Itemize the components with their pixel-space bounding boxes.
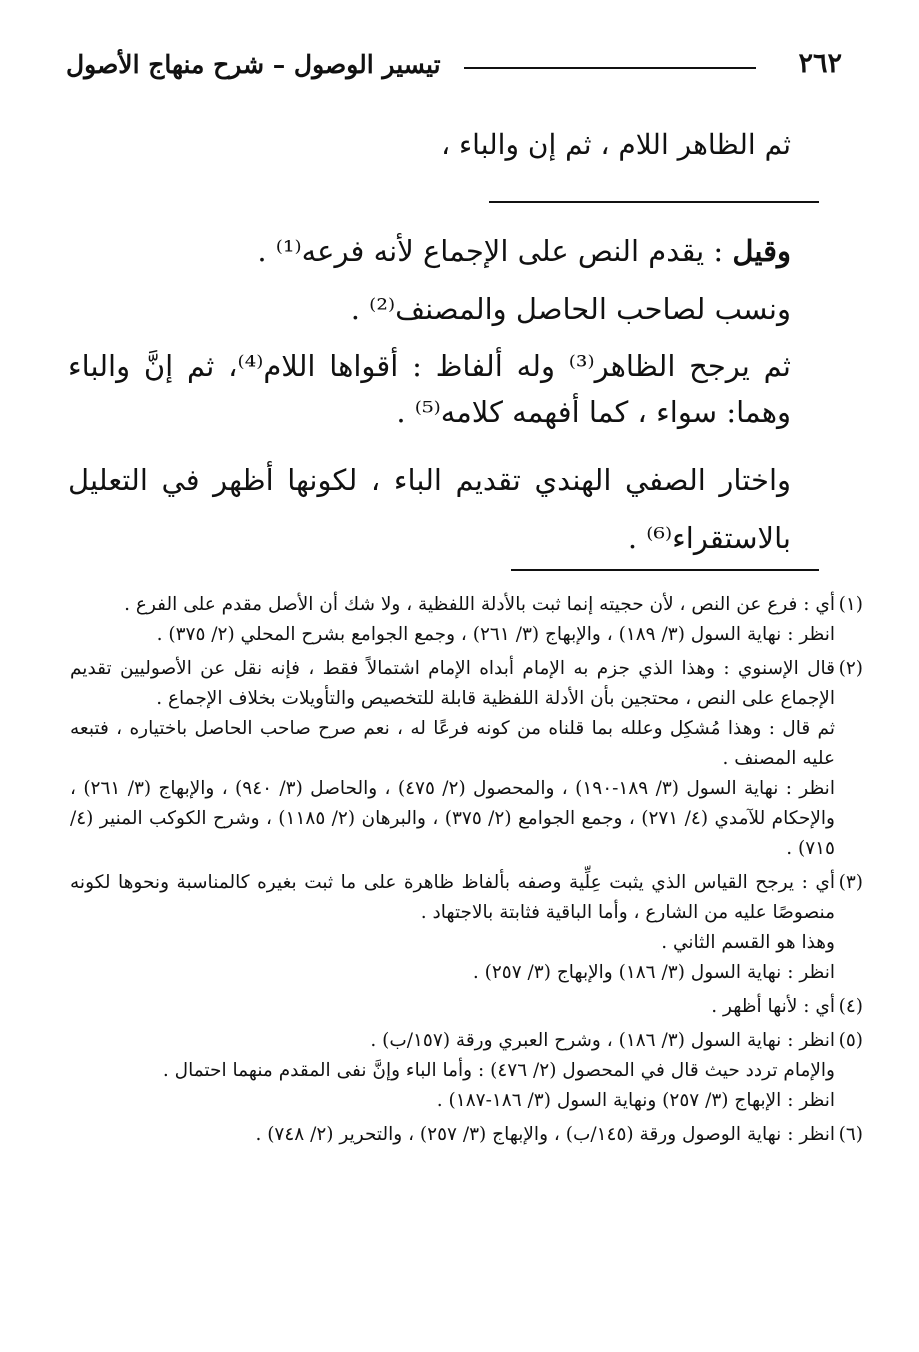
paragraph-lead: وقيل xyxy=(732,234,791,268)
footnote xyxy=(70,868,863,988)
footnote-number: (٣) xyxy=(838,872,863,893)
footnote-number: (٥) xyxy=(838,1030,863,1051)
footnote-number: (١) xyxy=(838,594,863,615)
footnote-line: انظر : الإبهاج (٣/ ٢٥٧) ونهاية السول (٣/ ١٨٦-١٨٧) . xyxy=(436,1090,835,1111)
page-number: ٢٦٢ xyxy=(798,48,842,79)
body-paragraph-1 xyxy=(68,222,791,280)
footnote-line: انظر : نهاية السول (٣/ ١٨٦) ، وشرح العبري ورقة (١٥٧/ب) . xyxy=(370,1030,835,1051)
paragraph-text: : يقدم النص على الإجماع لأنه فرعه⁽¹⁾ . xyxy=(257,234,733,268)
footnote-number: (٢) xyxy=(838,658,863,679)
footnote-line: والإمام تردد حيث قال في المحصول (٢/ ٤٧٦) : وأما الباء وإنَّ نفى المقدم منهما احتمال . xyxy=(162,1060,835,1081)
body-paragraph-3: ثم يرجح الظاهر⁽³⁾ وله ألفاظ : أقواها اللام⁽⁴⁾، ثم إنَّ والباء وهما: سواء ، كما أفهمه كلامه⁽⁵⁾ . xyxy=(68,349,791,429)
footnote-line: أي : فرع عن النص ، لأن حجيته إنما ثبت بالأدلة اللفظية ، ولا شك أن الأصل مقدم على الفرع . xyxy=(124,594,835,615)
footnote-line: أي : يرجح القياس الذي يثبت عِلِّية وصفه بألفاظ ظاهرة على ما ثبت بغيره كالمناسبة ونحوها لكونه منصوصًا عليه من الشارع ، وأما الباقية فثابتة بالاجتهاد . xyxy=(70,872,835,923)
footnote-line: انظر : نهاية السول (٣/ ١٨٩-١٩٠) ، والمحصول (٢/ ٤٧٥) ، والحاصل (٣/ ٩٤٠) ، والإبهاج (٣/ ٢٦١) ، والإحكام للآمدي (٤/ ٢٧١) ، وجمع الجوامع (٢/ ٣٧٥) ، والبرهان (٢/ ١١٨٥) ، وشرح الكوكب المنير (٤/ ٧١٥) . xyxy=(70,778,835,859)
footnote-divider xyxy=(511,569,819,571)
body-line-1: ثم الظاهر اللام ، ثم إن والباء ، xyxy=(441,128,791,161)
section-divider xyxy=(489,201,819,203)
footnotes xyxy=(70,590,863,1154)
footnote-line: ثم قال : وهذا مُشكِل وعلله بما قلناه من كونه فرعًا له ، نعم صرح صاحب الحاصل باختياره ، فتبعه عليه المصنف . xyxy=(70,718,835,769)
footnote-number: (٤) xyxy=(838,996,863,1017)
footnote xyxy=(70,1120,863,1150)
header-divider xyxy=(464,67,756,69)
footnote-number: (٦) xyxy=(838,1124,863,1145)
footnote-line: انظر : نهاية السول (٣/ ١٨٦) والإبهاج (٣/ ٢٥٧) . xyxy=(472,962,835,983)
footnote xyxy=(70,654,863,864)
footnote xyxy=(70,1026,863,1116)
footnote-line: وهذا هو القسم الثاني . xyxy=(661,932,835,953)
page-header xyxy=(66,44,842,94)
footnote-line: انظر : نهاية الوصول ورقة (١٤٥/ب) ، والإبهاج (٣/ ٢٥٧) ، والتحرير (٢/ ٧٤٨) . xyxy=(255,1124,835,1145)
footnote-line: انظر : نهاية السول (٣/ ١٨٩) ، والإبهاج (٣/ ٢٦١) ، وجمع الجوامع بشرح المحلي (٢/ ٣٧٥) . xyxy=(156,624,835,645)
book-title: تيسير الوصول – شرح منهاج الأصول xyxy=(66,50,441,79)
footnote xyxy=(70,992,863,1022)
footnote-line: أي : لأنها أظهر . xyxy=(711,996,835,1017)
body-paragraph-2: ونسب لصاحب الحاصل والمصنف⁽²⁾ . xyxy=(350,292,791,326)
footnote xyxy=(70,590,863,650)
footnote-line: قال الإسنوي : وهذا الذي جزم به الإمام أبداه الإمام اشتمالاً فقط ، فإنه نقل عن الأصوليين تقديم الإجماع على النص ، محتجين بأن الأدلة اللفظية قابلة للتخصيص والتأويلات بخلاف الإجماع . xyxy=(70,658,835,709)
body-paragraph-4: واختار الصفي الهندي تقديم الباء ، لكونها أظهر في التعليل بالاستقراء⁽⁶⁾ . xyxy=(68,463,791,555)
